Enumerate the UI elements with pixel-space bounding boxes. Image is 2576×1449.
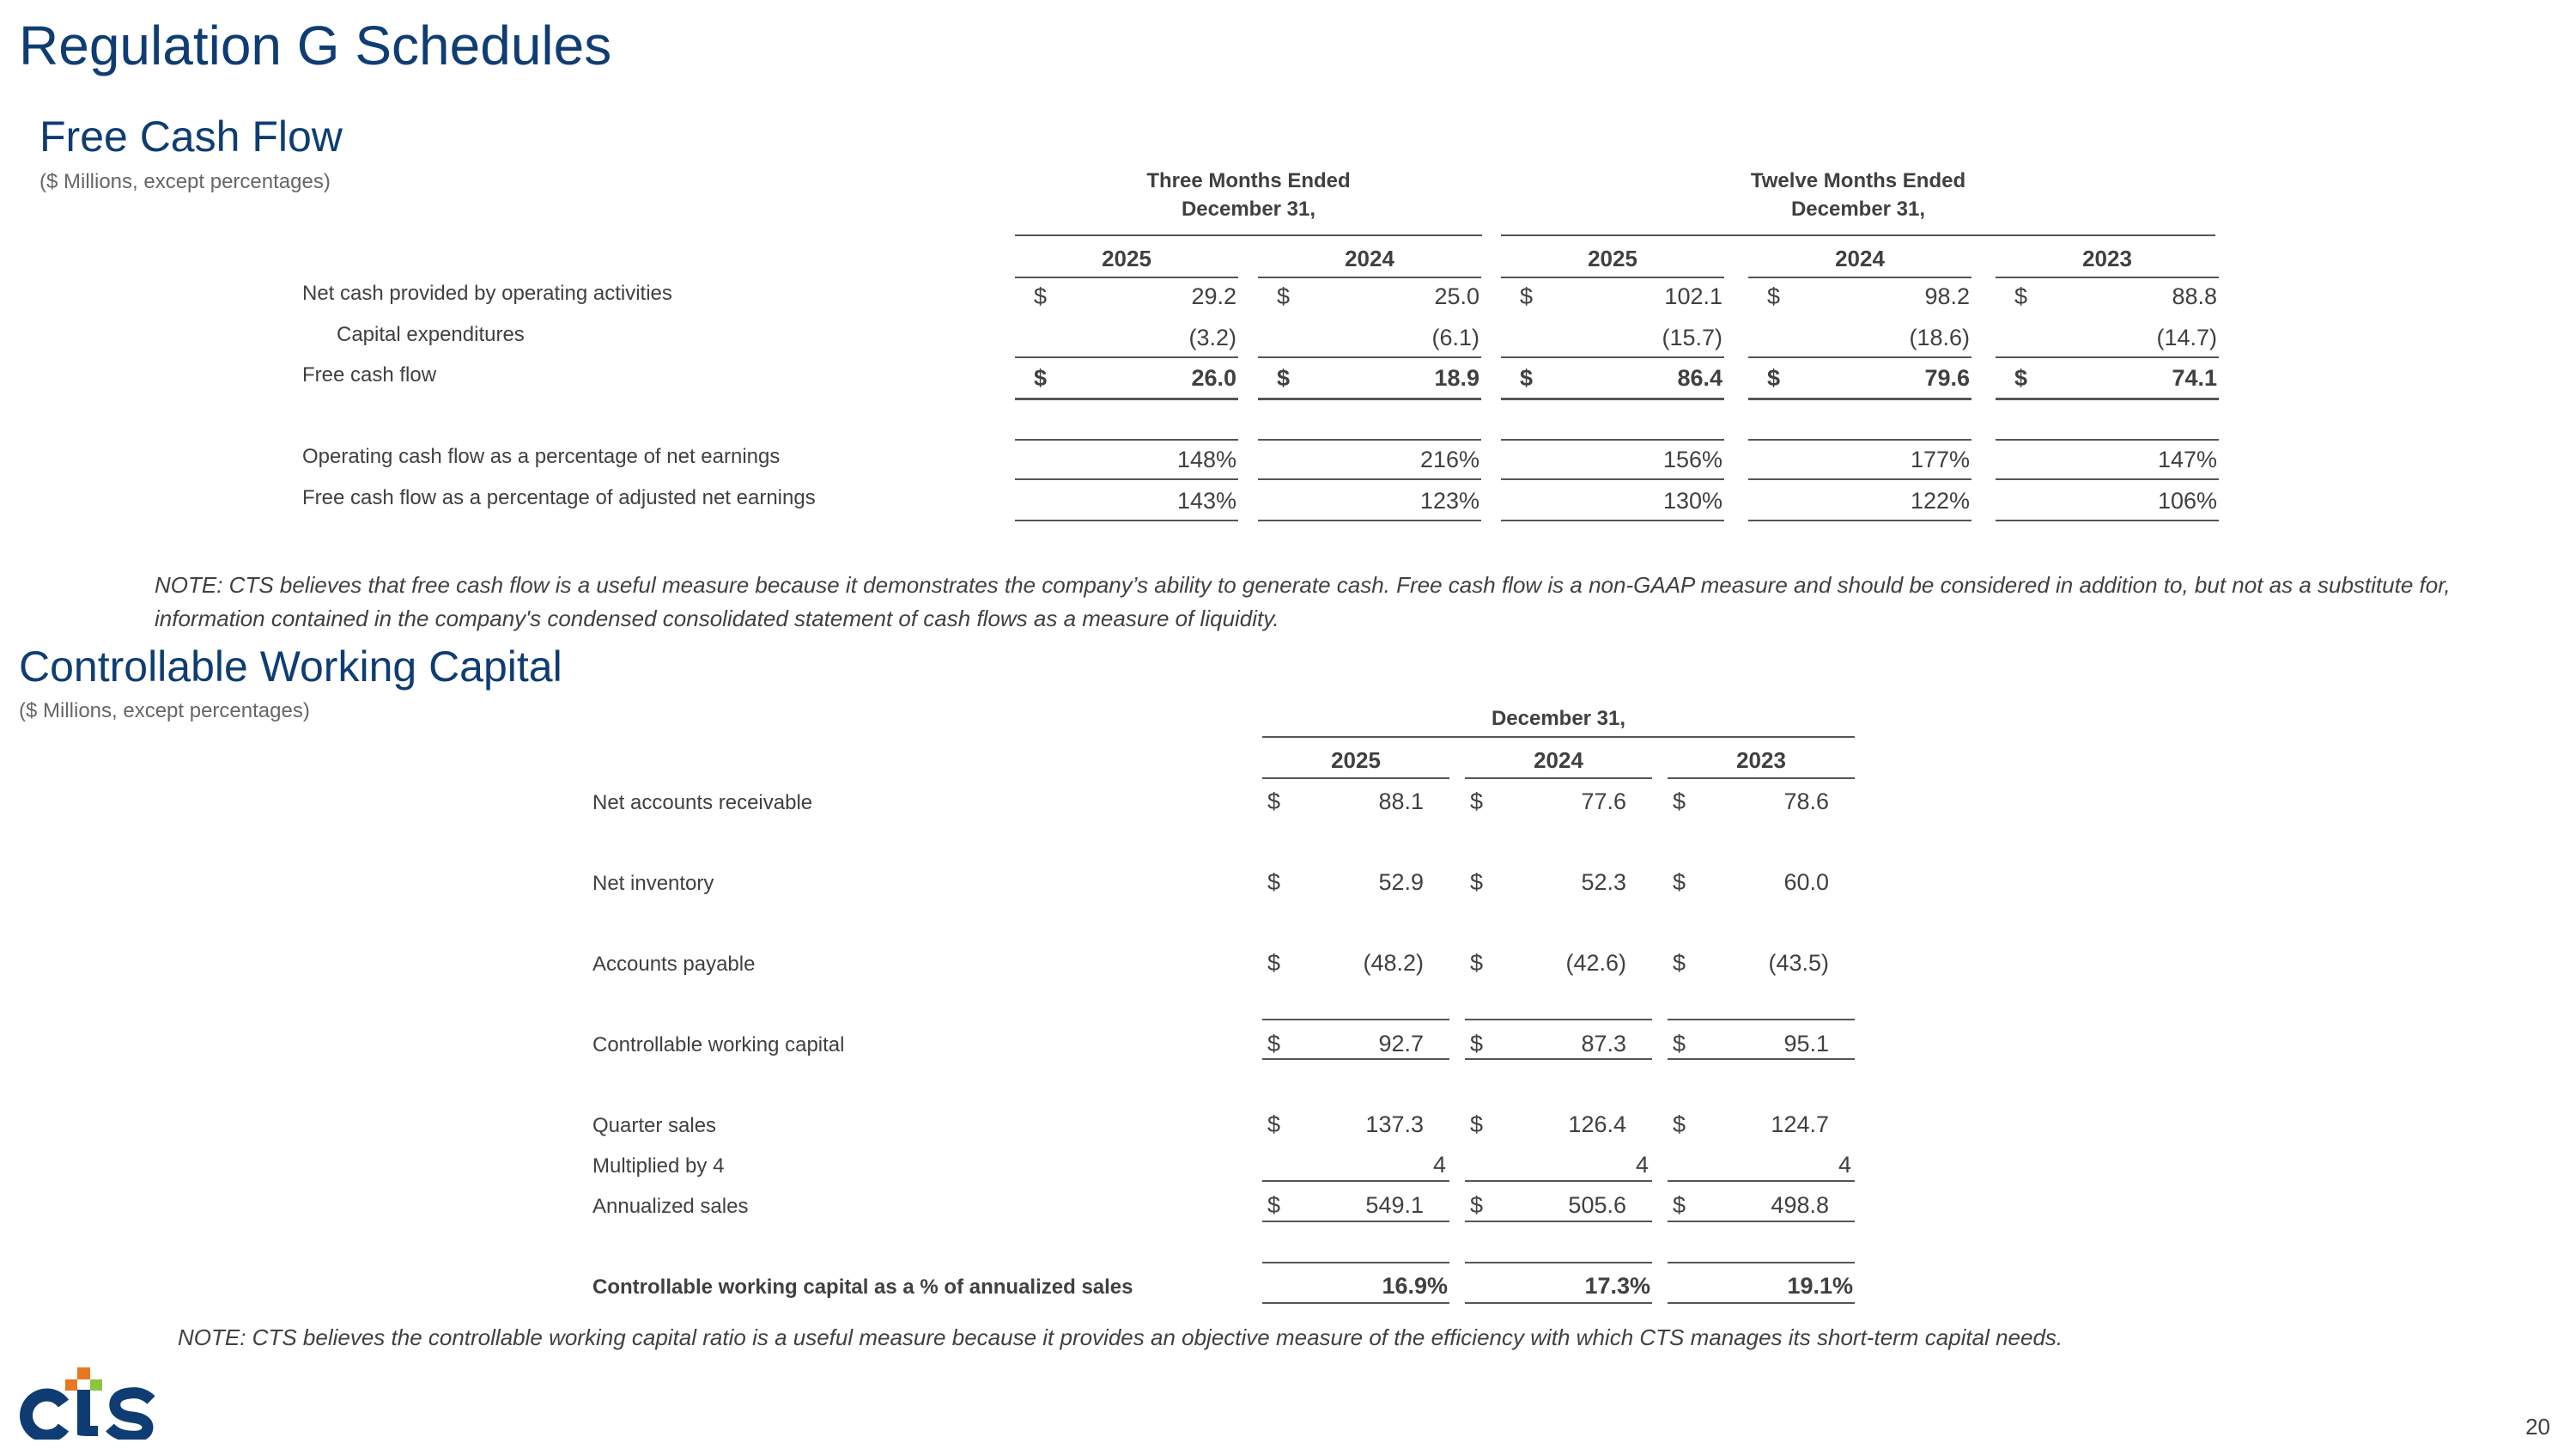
fcf-pct-top-rule — [1748, 439, 1971, 441]
fcf-row-label: Net cash provided by operating activities — [302, 282, 672, 305]
fcf-column-header: 2025 — [1102, 246, 1151, 271]
dollar-sign: $ — [1470, 1031, 1484, 1056]
cell-value: (6.1) — [1431, 325, 1479, 350]
cell-value: 88.1 — [1378, 788, 1424, 814]
cell-value: 52.3 — [1581, 869, 1626, 895]
cwc-cell — [1465, 1192, 1652, 1221]
cwc-annualized-rule — [1465, 1221, 1652, 1222]
cwc-subtotal-top-rule — [1668, 1019, 1855, 1020]
fcf-cell — [1258, 447, 1481, 476]
fcf-pct-mid-rule — [1258, 478, 1481, 480]
cell-value: 148% — [1176, 447, 1236, 472]
cell-value: 505.6 — [1568, 1192, 1626, 1218]
fcf-cell — [1501, 325, 1724, 354]
cell-value: 92.7 — [1378, 1031, 1424, 1056]
cwc-header-rule — [1465, 777, 1652, 779]
dollar-sign: $ — [1673, 788, 1686, 814]
fcf-total-rule — [1258, 398, 1481, 400]
cwc-header-december: December 31, — [1491, 707, 1626, 730]
dollar-sign: $ — [1034, 365, 1048, 391]
cell-value: 29.2 — [1191, 283, 1236, 309]
fcf-header-rule — [1258, 277, 1481, 278]
page-title: Regulation G Schedules — [19, 15, 612, 76]
fcf-cell — [1015, 365, 1238, 394]
fcf-pct-bottom-rule — [1748, 520, 1971, 521]
fcf-row-rule — [1258, 356, 1481, 358]
fcf-pct-bottom-rule — [1258, 520, 1481, 521]
dollar-sign: $ — [1673, 950, 1686, 976]
fcf-pct-top-rule — [1015, 439, 1238, 441]
fcf-header-three-months: Three Months Ended December 31, — [1146, 169, 1351, 221]
fcf-pct-mid-rule — [1501, 478, 1724, 480]
cts-logo — [14, 1361, 160, 1444]
cwc-cell — [1668, 1192, 1855, 1221]
cwc-header-rule — [1262, 777, 1449, 779]
fcf-cell — [1501, 365, 1724, 394]
cwc-annualized-rule — [1668, 1221, 1855, 1222]
cwc-ratio-top-rule — [1465, 1262, 1652, 1263]
cwc-cell — [1668, 1031, 1855, 1060]
cwc-cell — [1262, 1111, 1449, 1141]
fcf-group-rule-1 — [1015, 234, 1482, 236]
cwc-cell — [1262, 788, 1449, 818]
cwc-row-label: Annualized sales — [592, 1195, 749, 1218]
cwc-group-rule — [1262, 736, 1855, 738]
fcf-column-header: 2024 — [1345, 246, 1394, 271]
fcf-total-rule — [1501, 398, 1724, 400]
cell-value: (14.7) — [2156, 325, 2217, 350]
fcf-cell — [1501, 447, 1724, 476]
cell-value: 102.1 — [1664, 283, 1722, 309]
page-number: 20 — [2525, 1414, 2550, 1440]
fcf-header-twelve-months: Twelve Months Ended December 31, — [1750, 169, 1966, 221]
fcf-cell — [1996, 488, 2219, 517]
dollar-sign: $ — [1277, 283, 1291, 309]
cwc-column-header: 2023 — [1736, 747, 1786, 773]
cwc-cell — [1465, 1152, 1652, 1181]
dollar-sign: $ — [1520, 365, 1534, 391]
cell-value: 18.9 — [1434, 365, 1479, 391]
fcf-cell — [1996, 325, 2219, 354]
cwc-cell — [1262, 869, 1449, 898]
fcf-cell — [1748, 365, 1971, 394]
dollar-sign: $ — [1267, 1111, 1281, 1137]
fcf-column-header: 2025 — [1588, 246, 1637, 271]
fcf-row-rule — [1748, 356, 1971, 358]
cwc-column-header: 2025 — [1331, 747, 1381, 773]
cell-value: 87.3 — [1581, 1031, 1626, 1056]
cwc-multiplier-rule — [1668, 1180, 1855, 1182]
fcf-header-rule — [1748, 277, 1971, 278]
fcf-header-rule — [1501, 277, 1724, 278]
cwc-title: Controllable Working Capital — [19, 642, 562, 691]
cwc-subtotal-rule — [1465, 1058, 1652, 1060]
fcf-cell — [1748, 447, 1971, 476]
fcf-column-header: 2023 — [2082, 246, 2132, 271]
cell-value: 549.1 — [1365, 1192, 1424, 1218]
dollar-sign: $ — [1470, 950, 1484, 976]
cwc-cell — [1465, 950, 1652, 979]
cwc-row-label: Accounts payable — [592, 953, 756, 976]
cell-value: 4 — [1838, 1152, 1851, 1178]
cwc-row-label: Controllable working capital — [592, 1033, 845, 1056]
fcf-pct-mid-rule — [1996, 478, 2219, 480]
cwc-ratio-bottom-rule — [1465, 1302, 1652, 1304]
cwc-ratio-bottom-rule — [1668, 1302, 1855, 1304]
cell-value: 130% — [1662, 488, 1722, 514]
cell-value: (15.7) — [1662, 325, 1722, 350]
fcf-pct-bottom-rule — [1015, 520, 1238, 521]
cell-value: 79.6 — [1924, 365, 1970, 391]
cell-value: 25.0 — [1434, 283, 1479, 309]
fcf-cell — [1996, 283, 2219, 313]
cwc-cell — [1668, 1152, 1855, 1181]
fcf-cell — [1748, 488, 1971, 517]
cell-value: 106% — [2157, 488, 2217, 514]
fcf-row-label: Free cash flow as a percentage of adjusted net earnings — [302, 486, 816, 509]
cwc-cell — [1465, 788, 1652, 818]
cell-value: 137.3 — [1365, 1111, 1424, 1137]
cwc-subtitle: ($ Millions, except percentages) — [19, 699, 310, 722]
fcf-cell — [1748, 283, 1971, 313]
cell-value: 126.4 — [1568, 1111, 1626, 1137]
fcf-row-rule — [1015, 356, 1238, 358]
cwc-row-label: Net accounts receivable — [592, 791, 813, 814]
cwc-ratio-bottom-rule — [1262, 1302, 1449, 1304]
cell-value: 52.9 — [1378, 869, 1424, 895]
dollar-sign: $ — [1267, 788, 1281, 814]
cwc-column-header: 2024 — [1534, 747, 1583, 773]
cell-value: 88.8 — [2172, 283, 2217, 309]
cwc-row-label: Controllable working capital as a % of annualized sales — [592, 1275, 1133, 1299]
cell-value: 123% — [1419, 488, 1479, 514]
dollar-sign: $ — [1767, 365, 1781, 391]
fcf-cell — [1501, 283, 1724, 313]
dollar-sign: $ — [1034, 283, 1048, 309]
dollar-sign: $ — [1767, 283, 1781, 309]
cell-value: 177% — [1910, 447, 1970, 472]
fcf-row-rule — [1501, 356, 1724, 358]
cell-value: 16.9% — [1382, 1273, 1448, 1299]
dollar-sign: $ — [1267, 1192, 1281, 1218]
cwc-cell — [1668, 1111, 1855, 1141]
cwc-cell — [1668, 950, 1855, 979]
dollar-sign: $ — [1673, 869, 1686, 895]
cwc-cell — [1262, 1152, 1449, 1181]
cell-value: (3.2) — [1188, 325, 1236, 350]
cell-value: (43.5) — [1768, 950, 1829, 976]
fcf-row-label: Capital expenditures — [337, 323, 525, 346]
fcf-row-label: Operating cash flow as a percentage of net earnings — [302, 445, 781, 468]
cell-value: 78.6 — [1783, 788, 1829, 814]
cwc-cell — [1262, 1192, 1449, 1221]
cell-value: 122% — [1910, 488, 1970, 514]
fcf-row-label: Free cash flow — [302, 363, 437, 387]
fcf-header-rule — [1015, 277, 1238, 278]
cell-value: (42.6) — [1565, 950, 1626, 976]
fcf-cell — [1258, 488, 1481, 517]
dollar-sign: $ — [1267, 1031, 1281, 1056]
dollar-sign: $ — [1470, 1192, 1484, 1218]
cwc-multiplier-rule — [1465, 1180, 1652, 1182]
cell-value: 4 — [1635, 1152, 1649, 1178]
cell-value: 86.4 — [1677, 365, 1722, 391]
dollar-sign: $ — [1470, 869, 1484, 895]
fcf-group-rule-2 — [1501, 234, 2215, 236]
cell-value: 124.7 — [1771, 1111, 1829, 1137]
fcf-total-rule — [1996, 398, 2219, 400]
fcf-pct-top-rule — [1996, 439, 2219, 441]
fcf-total-rule — [1015, 398, 1238, 400]
cwc-cell — [1262, 950, 1449, 979]
dollar-sign: $ — [1520, 283, 1534, 309]
fcf-header-rule — [1996, 277, 2219, 278]
cell-value: 17.3% — [1584, 1273, 1650, 1299]
fcf-row-rule — [1996, 356, 2219, 358]
fcf-pct-mid-rule — [1015, 478, 1238, 480]
cell-value: 156% — [1662, 447, 1722, 472]
cwc-ratio-top-rule — [1668, 1262, 1855, 1263]
cell-value: (18.6) — [1909, 325, 1970, 350]
dollar-sign: $ — [1673, 1111, 1686, 1137]
fcf-cell — [1996, 447, 2219, 476]
cwc-subtotal-top-rule — [1262, 1019, 1449, 1020]
fcf-cell — [1258, 325, 1481, 354]
fcf-pct-bottom-rule — [1996, 520, 2219, 521]
cwc-multiplier-rule — [1262, 1180, 1449, 1182]
fcf-cell — [1258, 283, 1481, 313]
cwc-subtotal-top-rule — [1465, 1019, 1652, 1020]
cell-value: 19.1% — [1787, 1273, 1853, 1299]
cwc-cell — [1668, 869, 1855, 898]
cell-value: 98.2 — [1924, 283, 1970, 309]
cell-value: 74.1 — [2172, 365, 2217, 391]
cell-value: 77.6 — [1581, 788, 1626, 814]
cwc-cell — [1465, 869, 1652, 898]
cwc-header-rule — [1668, 777, 1855, 779]
cell-value: 143% — [1176, 488, 1236, 514]
cwc-cell — [1465, 1273, 1652, 1302]
cwc-ratio-top-rule — [1262, 1262, 1449, 1263]
cwc-cell — [1262, 1273, 1449, 1302]
cell-value: (48.2) — [1363, 950, 1424, 976]
fcf-subtitle: ($ Millions, except percentages) — [39, 170, 331, 193]
cwc-cell — [1465, 1111, 1652, 1141]
dollar-sign: $ — [2014, 365, 2028, 391]
dollar-sign: $ — [1267, 950, 1281, 976]
fcf-cell — [1015, 488, 1238, 517]
fcf-pct-mid-rule — [1748, 478, 1971, 480]
cell-value: 95.1 — [1783, 1031, 1829, 1056]
fcf-cell — [1996, 365, 2219, 394]
fcf-note: NOTE: CTS believes that free cash flow is a useful measure because it demonstrates the company’s ability to generate cash. Free cash flow is a non-GAAP measure and should be considered in addition to, but not as a substitute for, information contained in the company's condensed consolidated statement of cash flows as a measure of liquidity. — [155, 572, 2451, 631]
cwc-row-label: Net inventory — [592, 872, 714, 895]
dollar-sign: $ — [1470, 788, 1484, 814]
cwc-cell — [1668, 788, 1855, 818]
cwc-row-label: Multiplied by 4 — [592, 1154, 725, 1178]
dollar-sign: $ — [1267, 869, 1281, 895]
fcf-total-rule — [1748, 398, 1971, 400]
fcf-cell — [1015, 325, 1238, 354]
dollar-sign: $ — [1673, 1192, 1686, 1218]
dollar-sign: $ — [2014, 283, 2028, 309]
fcf-title: Free Cash Flow — [39, 113, 343, 161]
fcf-pct-bottom-rule — [1501, 520, 1724, 521]
cell-value: 498.8 — [1771, 1192, 1829, 1218]
cwc-cell — [1465, 1031, 1652, 1060]
cwc-annualized-rule — [1262, 1221, 1449, 1222]
fcf-pct-top-rule — [1501, 439, 1724, 441]
cwc-row-label: Quarter sales — [592, 1114, 717, 1137]
dollar-sign: $ — [1277, 365, 1291, 391]
cell-value: 4 — [1432, 1152, 1446, 1178]
cell-value: 26.0 — [1191, 365, 1236, 391]
fcf-cell — [1748, 325, 1971, 354]
cwc-subtotal-rule — [1262, 1058, 1449, 1060]
cwc-cell — [1262, 1031, 1449, 1060]
cell-value: 216% — [1419, 447, 1479, 472]
cwc-subtotal-rule — [1668, 1058, 1855, 1060]
fcf-cell — [1501, 488, 1724, 517]
cell-value: 147% — [2157, 447, 2217, 472]
fcf-cell — [1258, 365, 1481, 394]
cell-value: 60.0 — [1783, 869, 1829, 895]
cwc-note: NOTE: CTS believes the controllable working capital ratio is a useful measure because it provides an objective measure of the efficiency with which CTS manages its short-term capital needs. — [178, 1324, 2063, 1350]
fcf-cell — [1015, 283, 1238, 313]
fcf-column-header: 2024 — [1835, 246, 1885, 271]
dollar-sign: $ — [1673, 1031, 1686, 1056]
cwc-cell — [1668, 1273, 1855, 1302]
fcf-cell — [1015, 447, 1238, 476]
dollar-sign: $ — [1470, 1111, 1484, 1137]
fcf-pct-top-rule — [1258, 439, 1481, 441]
